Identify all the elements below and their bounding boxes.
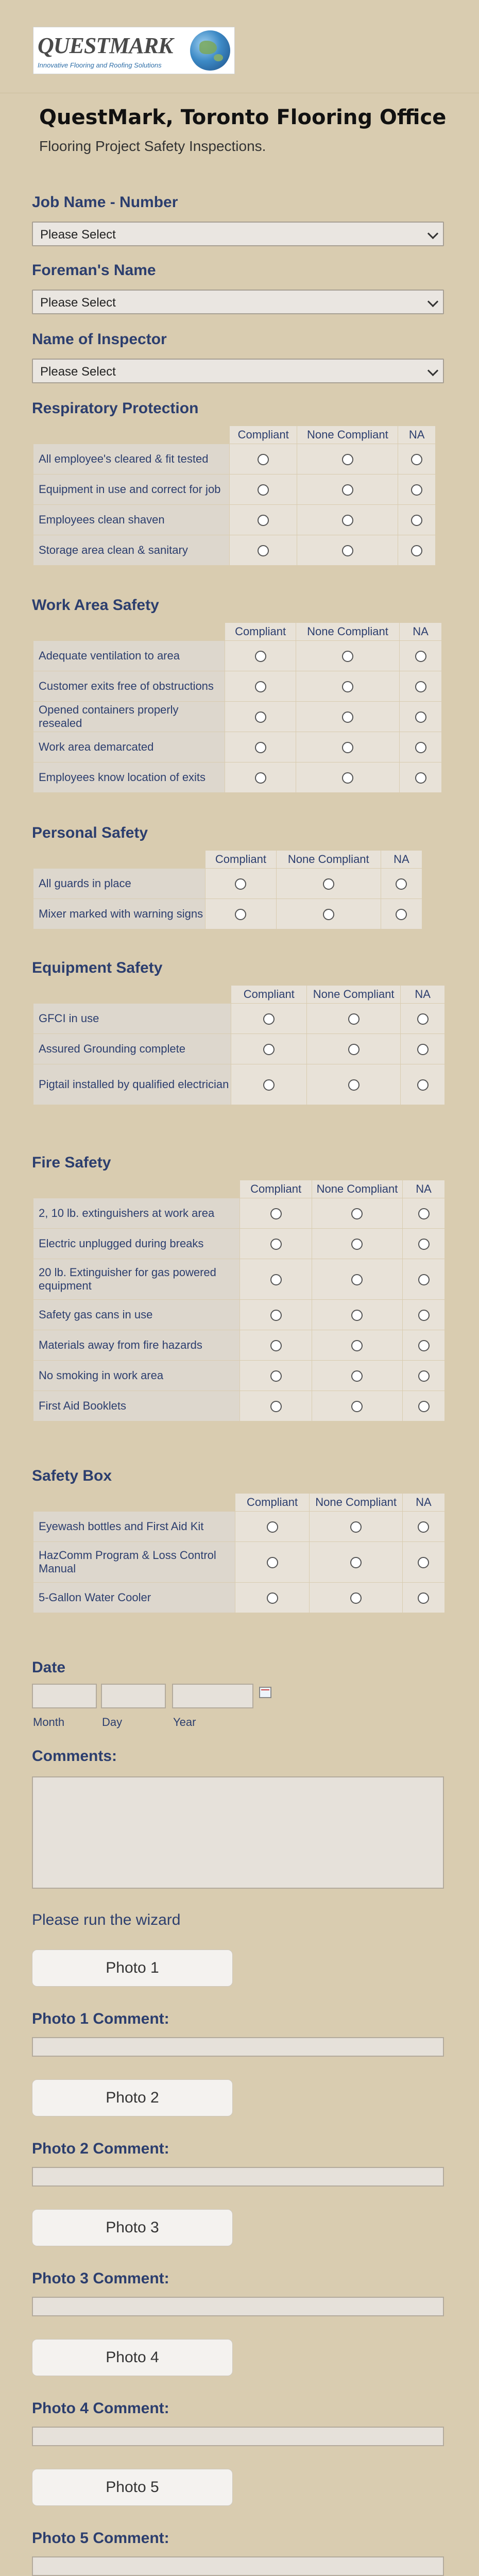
column-header: Compliant xyxy=(235,1494,310,1512)
row-label: HazComm Program & Loss Control Manual xyxy=(33,1542,235,1583)
compliant-radio[interactable] xyxy=(263,1013,275,1025)
column-header: Compliant xyxy=(231,986,307,1004)
compliant-radio[interactable] xyxy=(255,651,266,662)
none-compliant-radio[interactable] xyxy=(350,1557,362,1568)
matrix-row xyxy=(33,1512,445,1542)
column-header: Compliant xyxy=(229,426,297,444)
row-label: Customer exits free of obstructions xyxy=(33,671,225,702)
photo-1-button[interactable]: Photo 1 xyxy=(32,1950,233,1987)
na-radio[interactable] xyxy=(417,1044,429,1055)
compliant-radio[interactable] xyxy=(270,1239,282,1250)
row-label: Work area demarcated xyxy=(33,732,225,762)
day-sublabel: Day xyxy=(102,1716,123,1728)
na-radio[interactable] xyxy=(411,545,422,556)
matrix-row xyxy=(33,1391,445,1421)
comments-label: Comments: xyxy=(32,1748,117,1765)
section-title-work-area: Work Area Safety xyxy=(32,597,159,614)
matrix-row xyxy=(33,732,442,762)
compliant-radio[interactable] xyxy=(235,909,246,920)
section-title-equipment: Equipment Safety xyxy=(32,959,163,976)
matrix-fire xyxy=(33,1180,445,1421)
na-radio[interactable] xyxy=(415,742,426,753)
row-label: Employees clean shaven xyxy=(33,505,230,535)
na-radio[interactable] xyxy=(418,1274,430,1285)
none-compliant-radio[interactable] xyxy=(348,1044,360,1055)
na-radio[interactable] xyxy=(415,681,426,692)
na-radio[interactable] xyxy=(418,1310,430,1321)
chevron-down-icon xyxy=(427,296,438,307)
column-header: NA xyxy=(402,1494,444,1512)
matrix-row xyxy=(33,474,436,505)
none-compliant-radio[interactable] xyxy=(342,711,353,723)
na-radio[interactable] xyxy=(418,1208,430,1219)
column-header: NA xyxy=(398,426,436,444)
matrix-row xyxy=(33,869,422,899)
matrix-row xyxy=(33,1542,445,1583)
logo-tagline: Innovative Flooring and Roofing Solutions xyxy=(38,61,162,69)
matrix-row xyxy=(33,1004,445,1034)
matrix-row xyxy=(33,535,436,566)
column-header: None Compliant xyxy=(307,986,401,1004)
none-compliant-radio[interactable] xyxy=(342,515,353,526)
compliant-radio[interactable] xyxy=(270,1401,282,1412)
compliant-radio[interactable] xyxy=(255,772,266,784)
column-header: NA xyxy=(401,986,445,1004)
column-header: Compliant xyxy=(240,1180,312,1198)
na-radio[interactable] xyxy=(418,1521,429,1533)
compliant-radio[interactable] xyxy=(263,1044,275,1055)
column-header: NA xyxy=(381,851,422,869)
compliant-radio[interactable] xyxy=(255,711,266,723)
day-input[interactable] xyxy=(101,1684,166,1708)
photo-1-comment-label: Photo 1 Comment: xyxy=(32,2010,169,2027)
compliant-radio[interactable] xyxy=(267,1521,278,1533)
photo-2-comment-label: Photo 2 Comment: xyxy=(32,2140,169,2157)
photo-1-comment-input[interactable] xyxy=(32,2037,444,2057)
photo-3-comment-input[interactable] xyxy=(32,2297,444,2316)
column-header: None Compliant xyxy=(297,426,398,444)
none-compliant-radio[interactable] xyxy=(342,651,353,662)
compliant-radio[interactable] xyxy=(258,454,269,465)
none-compliant-radio[interactable] xyxy=(351,1370,363,1382)
foreman-select-value: Please Select xyxy=(40,296,116,310)
none-compliant-radio[interactable] xyxy=(350,1521,362,1533)
compliant-radio[interactable] xyxy=(270,1310,282,1321)
section-title-personal: Personal Safety xyxy=(32,824,148,841)
column-header: None Compliant xyxy=(296,623,399,641)
none-compliant-radio[interactable] xyxy=(342,484,353,496)
matrix-row xyxy=(33,1229,445,1259)
matrix-row xyxy=(33,702,442,732)
row-label: Materials away from fire hazards xyxy=(33,1330,240,1361)
compliant-radio[interactable] xyxy=(258,515,269,526)
compliant-radio[interactable] xyxy=(270,1370,282,1382)
none-compliant-radio[interactable] xyxy=(351,1239,363,1250)
column-header: Compliant xyxy=(225,623,296,641)
matrix-row xyxy=(33,1064,445,1105)
none-compliant-radio[interactable] xyxy=(351,1310,363,1321)
year-input[interactable] xyxy=(172,1684,253,1708)
calendar-icon[interactable] xyxy=(259,1687,271,1698)
column-header: NA xyxy=(400,623,442,641)
na-radio[interactable] xyxy=(411,484,422,496)
photo-5-button[interactable]: Photo 5 xyxy=(32,2469,233,2506)
none-compliant-radio[interactable] xyxy=(350,1592,362,1604)
form-subtitle: Flooring Project Safety Inspections. xyxy=(39,138,266,154)
none-compliant-radio[interactable] xyxy=(351,1401,363,1412)
matrix-row xyxy=(33,1583,445,1613)
photo-5-comment-label: Photo 5 Comment: xyxy=(32,2530,169,2547)
none-compliant-radio[interactable] xyxy=(348,1013,360,1025)
matrix-row xyxy=(33,762,442,793)
column-header: None Compliant xyxy=(310,1494,402,1512)
na-radio[interactable] xyxy=(415,711,426,723)
none-compliant-radio[interactable] xyxy=(342,742,353,753)
compliant-radio[interactable] xyxy=(235,878,246,890)
row-label: Eyewash bottles and First Aid Kit xyxy=(33,1512,235,1542)
inspector-label: Name of Inspector xyxy=(32,331,167,348)
compliant-radio[interactable] xyxy=(255,742,266,753)
none-compliant-radio[interactable] xyxy=(351,1208,363,1219)
matrix-row xyxy=(33,641,442,671)
matrix-work-area xyxy=(33,622,442,793)
row-label: Assured Grounding complete xyxy=(33,1034,231,1064)
photo-2-button[interactable]: Photo 2 xyxy=(32,2079,233,2116)
row-label: 5-Gallon Water Cooler xyxy=(33,1583,235,1613)
row-label: Electric unplugged during breaks xyxy=(33,1229,240,1259)
date-label: Date xyxy=(32,1659,66,1676)
na-radio[interactable] xyxy=(415,772,426,784)
na-radio[interactable] xyxy=(411,515,422,526)
na-radio[interactable] xyxy=(415,651,426,662)
photo-5-comment-input[interactable] xyxy=(32,2556,444,2576)
row-label: All guards in place xyxy=(33,869,206,899)
none-compliant-radio[interactable] xyxy=(342,681,353,692)
year-sublabel: Year xyxy=(173,1716,196,1728)
na-radio[interactable] xyxy=(417,1079,429,1091)
na-radio[interactable] xyxy=(418,1401,430,1412)
compliant-radio[interactable] xyxy=(270,1208,282,1219)
compliant-radio[interactable] xyxy=(267,1557,278,1568)
row-label: 2, 10 lb. extinguishers at work area xyxy=(33,1198,240,1229)
matrix-row xyxy=(33,444,436,474)
matrix-equipment xyxy=(33,985,445,1105)
foreman-select[interactable] xyxy=(32,290,444,314)
company-logo xyxy=(33,27,235,74)
na-radio[interactable] xyxy=(418,1557,429,1568)
photo-4-comment-label: Photo 4 Comment: xyxy=(32,2400,169,2417)
compliant-radio[interactable] xyxy=(267,1592,278,1604)
inspector-select[interactable] xyxy=(32,359,444,383)
photo-4-comment-input[interactable] xyxy=(32,2427,444,2446)
foreman-label: Foreman's Name xyxy=(32,262,156,279)
form-title: QuestMark, Toronto Flooring Office xyxy=(39,106,447,129)
row-label: Opened containers properly resealed xyxy=(33,702,225,732)
job-label: Job Name - Number xyxy=(32,194,178,211)
matrix-row xyxy=(33,1259,445,1300)
row-label: Employees know location of exits xyxy=(33,762,225,793)
header xyxy=(0,0,479,154)
row-label: GFCI in use xyxy=(33,1004,231,1034)
none-compliant-radio[interactable] xyxy=(351,1340,363,1351)
compliant-radio[interactable] xyxy=(263,1079,275,1091)
job-select-value: Please Select xyxy=(40,228,116,242)
row-label: Safety gas cans in use xyxy=(33,1300,240,1330)
matrix-row xyxy=(33,1300,445,1330)
photo-2-comment-input[interactable] xyxy=(32,2167,444,2187)
none-compliant-radio[interactable] xyxy=(348,1079,360,1091)
comments-textarea[interactable] xyxy=(32,1776,444,1889)
matrix-row xyxy=(33,505,436,535)
month-sublabel: Month xyxy=(33,1716,65,1728)
job-select[interactable] xyxy=(32,222,444,246)
photo-3-button[interactable]: Photo 3 xyxy=(32,2209,233,2246)
section-title-respiratory: Respiratory Protection xyxy=(32,400,199,417)
na-radio[interactable] xyxy=(418,1592,429,1604)
wizard-text: Please run the wizard xyxy=(32,1911,181,1928)
matrix-row xyxy=(33,1361,445,1391)
compliant-radio[interactable] xyxy=(258,484,269,496)
matrix-row xyxy=(33,1330,445,1361)
column-header: None Compliant xyxy=(312,1180,402,1198)
na-radio[interactable] xyxy=(396,909,407,920)
na-radio[interactable] xyxy=(411,454,422,465)
matrix-row xyxy=(33,899,422,929)
logo-text: QUESTMARK xyxy=(38,33,173,58)
none-compliant-radio[interactable] xyxy=(323,909,334,920)
row-label: Adequate ventilation to area xyxy=(33,641,225,671)
compliant-radio[interactable] xyxy=(270,1274,282,1285)
none-compliant-radio[interactable] xyxy=(342,545,353,556)
na-radio[interactable] xyxy=(418,1370,430,1382)
photo-3-comment-label: Photo 3 Comment: xyxy=(32,2270,169,2287)
month-input[interactable] xyxy=(32,1684,97,1708)
compliant-radio[interactable] xyxy=(258,545,269,556)
na-radio[interactable] xyxy=(418,1239,430,1250)
none-compliant-radio[interactable] xyxy=(342,454,353,465)
row-label: All employee's cleared & fit tested xyxy=(33,444,230,474)
na-radio[interactable] xyxy=(418,1340,430,1351)
row-label: No smoking in work area xyxy=(33,1361,240,1391)
none-compliant-radio[interactable] xyxy=(351,1274,363,1285)
row-label: Equipment in use and correct for job xyxy=(33,474,230,505)
compliant-radio[interactable] xyxy=(270,1340,282,1351)
none-compliant-radio[interactable] xyxy=(323,878,334,890)
matrix-safety-box xyxy=(33,1493,445,1613)
section-title-fire: Fire Safety xyxy=(32,1154,111,1171)
column-header: None Compliant xyxy=(276,851,381,869)
section-title-safety-box: Safety Box xyxy=(32,1467,112,1484)
chevron-down-icon xyxy=(427,228,438,239)
row-label: Mixer marked with warning signs xyxy=(33,899,206,929)
inspector-select-value: Please Select xyxy=(40,365,116,379)
matrix-row xyxy=(33,671,442,702)
column-header: Compliant xyxy=(206,851,277,869)
matrix-respiratory xyxy=(33,426,436,566)
row-label: Pigtail installed by qualified electrician xyxy=(33,1064,231,1105)
compliant-radio[interactable] xyxy=(255,681,266,692)
matrix-row xyxy=(33,1034,445,1064)
matrix-personal xyxy=(33,850,422,929)
row-label: First Aid Booklets xyxy=(33,1391,240,1421)
none-compliant-radio[interactable] xyxy=(342,772,353,784)
chevron-down-icon xyxy=(427,365,438,376)
column-header: NA xyxy=(403,1180,445,1198)
globe-icon xyxy=(190,30,230,71)
photo-4-button[interactable]: Photo 4 xyxy=(32,2339,233,2376)
na-radio[interactable] xyxy=(417,1013,429,1025)
matrix-row xyxy=(33,1198,445,1229)
na-radio[interactable] xyxy=(396,878,407,890)
row-label: Storage area clean & sanitary xyxy=(33,535,230,566)
row-label: 20 lb. Extinguisher for gas powered equipment xyxy=(33,1259,240,1300)
